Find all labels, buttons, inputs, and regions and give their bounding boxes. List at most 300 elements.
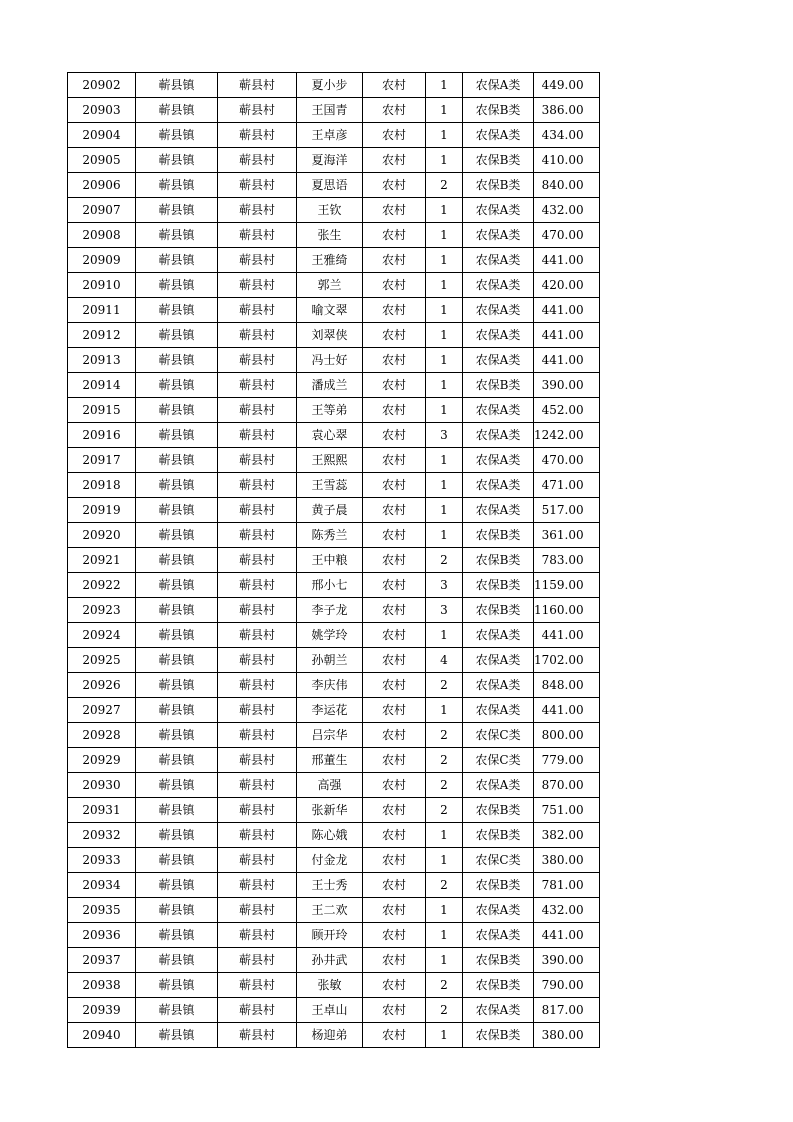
village-cell: 蕲县村 bbox=[218, 398, 297, 423]
town-cell: 蕲县镇 bbox=[136, 923, 218, 948]
household-type-cell: 农村 bbox=[363, 498, 426, 523]
name-cell: 黄子晨 bbox=[297, 498, 363, 523]
insurance-category-cell: 农保A类 bbox=[463, 323, 534, 348]
insurance-category-cell: 农保B类 bbox=[463, 798, 534, 823]
household-type-cell: 农村 bbox=[363, 598, 426, 623]
name-cell: 刘翠侠 bbox=[297, 323, 363, 348]
household-type-cell: 农村 bbox=[363, 548, 426, 573]
household-type-cell: 农村 bbox=[363, 923, 426, 948]
village-cell: 蕲县村 bbox=[218, 123, 297, 148]
amount-cell: 441.00 bbox=[534, 298, 600, 323]
insurance-category-cell: 农保A类 bbox=[463, 273, 534, 298]
table-row bbox=[68, 698, 600, 723]
person-count-cell: 1 bbox=[426, 148, 463, 173]
household-type-cell: 农村 bbox=[363, 648, 426, 673]
village-cell: 蕲县村 bbox=[218, 323, 297, 348]
village-cell: 蕲县村 bbox=[218, 448, 297, 473]
person-count-cell: 1 bbox=[426, 473, 463, 498]
table-row bbox=[68, 673, 600, 698]
record-id-cell: 20913 bbox=[68, 348, 136, 373]
household-type-cell: 农村 bbox=[363, 523, 426, 548]
person-count-cell: 2 bbox=[426, 548, 463, 573]
person-count-cell: 4 bbox=[426, 648, 463, 673]
table-row bbox=[68, 898, 600, 923]
name-cell: 邢董生 bbox=[297, 748, 363, 773]
record-id-cell: 20939 bbox=[68, 998, 136, 1023]
insurance-category-cell: 农保A类 bbox=[463, 123, 534, 148]
amount-cell: 432.00 bbox=[534, 198, 600, 223]
record-id-cell: 20923 bbox=[68, 598, 136, 623]
town-cell: 蕲县镇 bbox=[136, 123, 218, 148]
village-cell: 蕲县村 bbox=[218, 198, 297, 223]
name-cell: 李运花 bbox=[297, 698, 363, 723]
insurance-category-cell: 农保B类 bbox=[463, 948, 534, 973]
household-type-cell: 农村 bbox=[363, 348, 426, 373]
town-cell: 蕲县镇 bbox=[136, 248, 218, 273]
name-cell: 喻文翠 bbox=[297, 298, 363, 323]
name-cell: 夏思语 bbox=[297, 173, 363, 198]
town-cell: 蕲县镇 bbox=[136, 298, 218, 323]
table-row bbox=[68, 948, 600, 973]
household-type-cell: 农村 bbox=[363, 748, 426, 773]
household-type-cell: 农村 bbox=[363, 973, 426, 998]
town-cell: 蕲县镇 bbox=[136, 498, 218, 523]
person-count-cell: 2 bbox=[426, 973, 463, 998]
name-cell: 潘成兰 bbox=[297, 373, 363, 398]
village-cell: 蕲县村 bbox=[218, 498, 297, 523]
household-type-cell: 农村 bbox=[363, 198, 426, 223]
town-cell: 蕲县镇 bbox=[136, 73, 218, 98]
insurance-category-cell: 农保A类 bbox=[463, 498, 534, 523]
name-cell: 姚学玲 bbox=[297, 623, 363, 648]
amount-cell: 840.00 bbox=[534, 173, 600, 198]
household-type-cell: 农村 bbox=[363, 473, 426, 498]
insurance-category-cell: 农保B类 bbox=[463, 98, 534, 123]
person-count-cell: 1 bbox=[426, 223, 463, 248]
person-count-cell: 1 bbox=[426, 248, 463, 273]
name-cell: 王国青 bbox=[297, 98, 363, 123]
person-count-cell: 1 bbox=[426, 373, 463, 398]
person-count-cell: 3 bbox=[426, 598, 463, 623]
village-cell: 蕲县村 bbox=[218, 823, 297, 848]
name-cell: 郭兰 bbox=[297, 273, 363, 298]
record-id-cell: 20927 bbox=[68, 698, 136, 723]
table-row bbox=[68, 348, 600, 373]
amount-cell: 390.00 bbox=[534, 373, 600, 398]
village-cell: 蕲县村 bbox=[218, 973, 297, 998]
person-count-cell: 1 bbox=[426, 73, 463, 98]
record-id-cell: 20905 bbox=[68, 148, 136, 173]
name-cell: 孙井武 bbox=[297, 948, 363, 973]
amount-cell: 517.00 bbox=[534, 498, 600, 523]
person-count-cell: 1 bbox=[426, 348, 463, 373]
person-count-cell: 2 bbox=[426, 748, 463, 773]
village-cell: 蕲县村 bbox=[218, 98, 297, 123]
name-cell: 顾开玲 bbox=[297, 923, 363, 948]
table-row bbox=[68, 973, 600, 998]
town-cell: 蕲县镇 bbox=[136, 148, 218, 173]
village-cell: 蕲县村 bbox=[218, 248, 297, 273]
person-count-cell: 1 bbox=[426, 898, 463, 923]
record-id-cell: 20929 bbox=[68, 748, 136, 773]
record-id-cell: 20924 bbox=[68, 623, 136, 648]
amount-cell: 1702.00 bbox=[534, 648, 600, 673]
household-type-cell: 农村 bbox=[363, 898, 426, 923]
insurance-category-cell: 农保A类 bbox=[463, 698, 534, 723]
amount-cell: 790.00 bbox=[534, 973, 600, 998]
town-cell: 蕲县镇 bbox=[136, 423, 218, 448]
amount-cell: 751.00 bbox=[534, 798, 600, 823]
table-row bbox=[68, 998, 600, 1023]
village-cell: 蕲县村 bbox=[218, 373, 297, 398]
record-id-cell: 20932 bbox=[68, 823, 136, 848]
person-count-cell: 1 bbox=[426, 123, 463, 148]
village-cell: 蕲县村 bbox=[218, 473, 297, 498]
village-cell: 蕲县村 bbox=[218, 423, 297, 448]
household-type-cell: 农村 bbox=[363, 98, 426, 123]
person-count-cell: 2 bbox=[426, 723, 463, 748]
record-id-cell: 20928 bbox=[68, 723, 136, 748]
village-cell: 蕲县村 bbox=[218, 998, 297, 1023]
name-cell: 吕宗华 bbox=[297, 723, 363, 748]
insurance-category-cell: 农保A类 bbox=[463, 198, 534, 223]
person-count-cell: 1 bbox=[426, 198, 463, 223]
table-row bbox=[68, 248, 600, 273]
table-row bbox=[68, 173, 600, 198]
town-cell: 蕲县镇 bbox=[136, 848, 218, 873]
insurance-category-cell: 农保A类 bbox=[463, 998, 534, 1023]
table-row bbox=[68, 273, 600, 298]
name-cell: 杨迎弟 bbox=[297, 1023, 363, 1048]
record-id-cell: 20918 bbox=[68, 473, 136, 498]
amount-cell: 380.00 bbox=[534, 848, 600, 873]
table-row bbox=[68, 523, 600, 548]
person-count-cell: 2 bbox=[426, 673, 463, 698]
insurance-category-cell: 农保C类 bbox=[463, 748, 534, 773]
household-type-cell: 农村 bbox=[363, 73, 426, 98]
table-row bbox=[68, 498, 600, 523]
village-cell: 蕲县村 bbox=[218, 848, 297, 873]
insurance-category-cell: 农保A类 bbox=[463, 248, 534, 273]
person-count-cell: 1 bbox=[426, 623, 463, 648]
table-row bbox=[68, 548, 600, 573]
table-body bbox=[68, 73, 600, 1048]
insurance-category-cell: 农保C类 bbox=[463, 848, 534, 873]
table-row bbox=[68, 1023, 600, 1048]
insurance-category-cell: 农保B类 bbox=[463, 173, 534, 198]
record-id-cell: 20907 bbox=[68, 198, 136, 223]
name-cell: 王卓山 bbox=[297, 998, 363, 1023]
name-cell: 王等弟 bbox=[297, 398, 363, 423]
household-type-cell: 农村 bbox=[363, 998, 426, 1023]
amount-cell: 390.00 bbox=[534, 948, 600, 973]
amount-cell: 817.00 bbox=[534, 998, 600, 1023]
village-cell: 蕲县村 bbox=[218, 898, 297, 923]
record-id-cell: 20908 bbox=[68, 223, 136, 248]
record-id-cell: 20919 bbox=[68, 498, 136, 523]
person-count-cell: 3 bbox=[426, 423, 463, 448]
town-cell: 蕲县镇 bbox=[136, 173, 218, 198]
name-cell: 陈秀兰 bbox=[297, 523, 363, 548]
household-type-cell: 农村 bbox=[363, 123, 426, 148]
table-row bbox=[68, 798, 600, 823]
village-cell: 蕲县村 bbox=[218, 298, 297, 323]
amount-cell: 441.00 bbox=[534, 323, 600, 348]
table-row bbox=[68, 848, 600, 873]
insurance-category-cell: 农保B类 bbox=[463, 873, 534, 898]
record-id-cell: 20917 bbox=[68, 448, 136, 473]
person-count-cell: 1 bbox=[426, 498, 463, 523]
amount-cell: 441.00 bbox=[534, 348, 600, 373]
village-cell: 蕲县村 bbox=[218, 748, 297, 773]
village-cell: 蕲县村 bbox=[218, 698, 297, 723]
table-row bbox=[68, 373, 600, 398]
person-count-cell: 2 bbox=[426, 998, 463, 1023]
table-row bbox=[68, 648, 600, 673]
record-id-cell: 20921 bbox=[68, 548, 136, 573]
village-cell: 蕲县村 bbox=[218, 73, 297, 98]
record-id-cell: 20920 bbox=[68, 523, 136, 548]
table-row bbox=[68, 73, 600, 98]
household-type-cell: 农村 bbox=[363, 1023, 426, 1048]
village-cell: 蕲县村 bbox=[218, 623, 297, 648]
amount-cell: 1242.00 bbox=[534, 423, 600, 448]
person-count-cell: 3 bbox=[426, 573, 463, 598]
person-count-cell: 1 bbox=[426, 298, 463, 323]
name-cell: 张新华 bbox=[297, 798, 363, 823]
record-id-cell: 20915 bbox=[68, 398, 136, 423]
amount-cell: 361.00 bbox=[534, 523, 600, 548]
town-cell: 蕲县镇 bbox=[136, 1023, 218, 1048]
record-id-cell: 20938 bbox=[68, 973, 136, 998]
town-cell: 蕲县镇 bbox=[136, 548, 218, 573]
record-id-cell: 20906 bbox=[68, 173, 136, 198]
amount-cell: 386.00 bbox=[534, 98, 600, 123]
household-type-cell: 农村 bbox=[363, 623, 426, 648]
record-id-cell: 20909 bbox=[68, 248, 136, 273]
table-row bbox=[68, 198, 600, 223]
town-cell: 蕲县镇 bbox=[136, 373, 218, 398]
village-cell: 蕲县村 bbox=[218, 948, 297, 973]
record-id-cell: 20930 bbox=[68, 773, 136, 798]
name-cell: 王雪蕊 bbox=[297, 473, 363, 498]
table-row bbox=[68, 323, 600, 348]
table-row bbox=[68, 423, 600, 448]
insurance-category-cell: 农保A类 bbox=[463, 73, 534, 98]
amount-cell: 800.00 bbox=[534, 723, 600, 748]
town-cell: 蕲县镇 bbox=[136, 323, 218, 348]
data-table bbox=[67, 72, 600, 1048]
person-count-cell: 1 bbox=[426, 848, 463, 873]
town-cell: 蕲县镇 bbox=[136, 198, 218, 223]
insurance-category-cell: 农保A类 bbox=[463, 423, 534, 448]
town-cell: 蕲县镇 bbox=[136, 698, 218, 723]
insurance-category-cell: 农保B类 bbox=[463, 598, 534, 623]
table-row bbox=[68, 748, 600, 773]
amount-cell: 441.00 bbox=[534, 923, 600, 948]
person-count-cell: 2 bbox=[426, 873, 463, 898]
record-id-cell: 20933 bbox=[68, 848, 136, 873]
record-id-cell: 20914 bbox=[68, 373, 136, 398]
town-cell: 蕲县镇 bbox=[136, 98, 218, 123]
household-type-cell: 农村 bbox=[363, 173, 426, 198]
name-cell: 王雅绮 bbox=[297, 248, 363, 273]
household-type-cell: 农村 bbox=[363, 873, 426, 898]
record-id-cell: 20903 bbox=[68, 98, 136, 123]
household-type-cell: 农村 bbox=[363, 773, 426, 798]
table-row bbox=[68, 123, 600, 148]
village-cell: 蕲县村 bbox=[218, 1023, 297, 1048]
record-id-cell: 20904 bbox=[68, 123, 136, 148]
insurance-category-cell: 农保A类 bbox=[463, 473, 534, 498]
record-id-cell: 20916 bbox=[68, 423, 136, 448]
town-cell: 蕲县镇 bbox=[136, 573, 218, 598]
town-cell: 蕲县镇 bbox=[136, 398, 218, 423]
insurance-category-cell: 农保A类 bbox=[463, 348, 534, 373]
person-count-cell: 1 bbox=[426, 948, 463, 973]
table-row bbox=[68, 473, 600, 498]
town-cell: 蕲县镇 bbox=[136, 648, 218, 673]
town-cell: 蕲县镇 bbox=[136, 473, 218, 498]
person-count-cell: 1 bbox=[426, 923, 463, 948]
amount-cell: 781.00 bbox=[534, 873, 600, 898]
household-type-cell: 农村 bbox=[363, 573, 426, 598]
town-cell: 蕲县镇 bbox=[136, 598, 218, 623]
town-cell: 蕲县镇 bbox=[136, 623, 218, 648]
insurance-category-cell: 农保A类 bbox=[463, 623, 534, 648]
table-row bbox=[68, 148, 600, 173]
insurance-category-cell: 农保A类 bbox=[463, 673, 534, 698]
town-cell: 蕲县镇 bbox=[136, 948, 218, 973]
insurance-category-cell: 农保B类 bbox=[463, 523, 534, 548]
amount-cell: 449.00 bbox=[534, 73, 600, 98]
household-type-cell: 农村 bbox=[363, 848, 426, 873]
person-count-cell: 1 bbox=[426, 448, 463, 473]
record-id-cell: 20926 bbox=[68, 673, 136, 698]
village-cell: 蕲县村 bbox=[218, 798, 297, 823]
household-type-cell: 农村 bbox=[363, 373, 426, 398]
table-row bbox=[68, 773, 600, 798]
table-row bbox=[68, 598, 600, 623]
household-type-cell: 农村 bbox=[363, 298, 426, 323]
insurance-category-cell: 农保A类 bbox=[463, 223, 534, 248]
insurance-category-cell: 农保A类 bbox=[463, 773, 534, 798]
town-cell: 蕲县镇 bbox=[136, 523, 218, 548]
name-cell: 王卓彦 bbox=[297, 123, 363, 148]
village-cell: 蕲县村 bbox=[218, 923, 297, 948]
amount-cell: 470.00 bbox=[534, 448, 600, 473]
person-count-cell: 2 bbox=[426, 173, 463, 198]
table-row bbox=[68, 623, 600, 648]
village-cell: 蕲县村 bbox=[218, 548, 297, 573]
insurance-category-cell: 农保A类 bbox=[463, 648, 534, 673]
name-cell: 邢小七 bbox=[297, 573, 363, 598]
household-type-cell: 农村 bbox=[363, 148, 426, 173]
table-row bbox=[68, 298, 600, 323]
name-cell: 夏海洋 bbox=[297, 148, 363, 173]
household-type-cell: 农村 bbox=[363, 323, 426, 348]
household-type-cell: 农村 bbox=[363, 948, 426, 973]
record-id-cell: 20934 bbox=[68, 873, 136, 898]
household-type-cell: 农村 bbox=[363, 223, 426, 248]
insurance-category-cell: 农保B类 bbox=[463, 973, 534, 998]
table-row bbox=[68, 923, 600, 948]
person-count-cell: 1 bbox=[426, 398, 463, 423]
name-cell: 王钦 bbox=[297, 198, 363, 223]
insurance-category-cell: 农保B类 bbox=[463, 823, 534, 848]
record-id-cell: 20935 bbox=[68, 898, 136, 923]
table-row bbox=[68, 873, 600, 898]
town-cell: 蕲县镇 bbox=[136, 273, 218, 298]
household-type-cell: 农村 bbox=[363, 273, 426, 298]
insurance-category-cell: 农保A类 bbox=[463, 923, 534, 948]
village-cell: 蕲县村 bbox=[218, 573, 297, 598]
village-cell: 蕲县村 bbox=[218, 723, 297, 748]
amount-cell: 410.00 bbox=[534, 148, 600, 173]
table-row bbox=[68, 573, 600, 598]
table-row bbox=[68, 398, 600, 423]
amount-cell: 420.00 bbox=[534, 273, 600, 298]
town-cell: 蕲县镇 bbox=[136, 823, 218, 848]
name-cell: 张生 bbox=[297, 223, 363, 248]
town-cell: 蕲县镇 bbox=[136, 673, 218, 698]
household-type-cell: 农村 bbox=[363, 723, 426, 748]
amount-cell: 452.00 bbox=[534, 398, 600, 423]
person-count-cell: 1 bbox=[426, 1023, 463, 1048]
household-type-cell: 农村 bbox=[363, 823, 426, 848]
name-cell: 孙朝兰 bbox=[297, 648, 363, 673]
village-cell: 蕲县村 bbox=[218, 348, 297, 373]
insurance-category-cell: 农保B类 bbox=[463, 148, 534, 173]
amount-cell: 779.00 bbox=[534, 748, 600, 773]
insurance-category-cell: 农保A类 bbox=[463, 298, 534, 323]
amount-cell: 382.00 bbox=[534, 823, 600, 848]
village-cell: 蕲县村 bbox=[218, 773, 297, 798]
person-count-cell: 1 bbox=[426, 698, 463, 723]
town-cell: 蕲县镇 bbox=[136, 773, 218, 798]
name-cell: 王二欢 bbox=[297, 898, 363, 923]
household-type-cell: 农村 bbox=[363, 448, 426, 473]
amount-cell: 441.00 bbox=[534, 623, 600, 648]
insurance-category-cell: 农保A类 bbox=[463, 448, 534, 473]
household-type-cell: 农村 bbox=[363, 673, 426, 698]
name-cell: 王熙熙 bbox=[297, 448, 363, 473]
insurance-category-cell: 农保B类 bbox=[463, 1023, 534, 1048]
town-cell: 蕲县镇 bbox=[136, 798, 218, 823]
record-id-cell: 20936 bbox=[68, 923, 136, 948]
village-cell: 蕲县村 bbox=[218, 223, 297, 248]
town-cell: 蕲县镇 bbox=[136, 223, 218, 248]
person-count-cell: 1 bbox=[426, 273, 463, 298]
record-id-cell: 20922 bbox=[68, 573, 136, 598]
name-cell: 李子龙 bbox=[297, 598, 363, 623]
town-cell: 蕲县镇 bbox=[136, 973, 218, 998]
amount-cell: 1160.00 bbox=[534, 598, 600, 623]
person-count-cell: 1 bbox=[426, 98, 463, 123]
amount-cell: 434.00 bbox=[534, 123, 600, 148]
name-cell: 高强 bbox=[297, 773, 363, 798]
town-cell: 蕲县镇 bbox=[136, 748, 218, 773]
village-cell: 蕲县村 bbox=[218, 173, 297, 198]
name-cell: 王士秀 bbox=[297, 873, 363, 898]
record-id-cell: 20940 bbox=[68, 1023, 136, 1048]
village-cell: 蕲县村 bbox=[218, 598, 297, 623]
household-type-cell: 农村 bbox=[363, 248, 426, 273]
name-cell: 张敏 bbox=[297, 973, 363, 998]
household-type-cell: 农村 bbox=[363, 423, 426, 448]
table-row bbox=[68, 723, 600, 748]
amount-cell: 441.00 bbox=[534, 248, 600, 273]
